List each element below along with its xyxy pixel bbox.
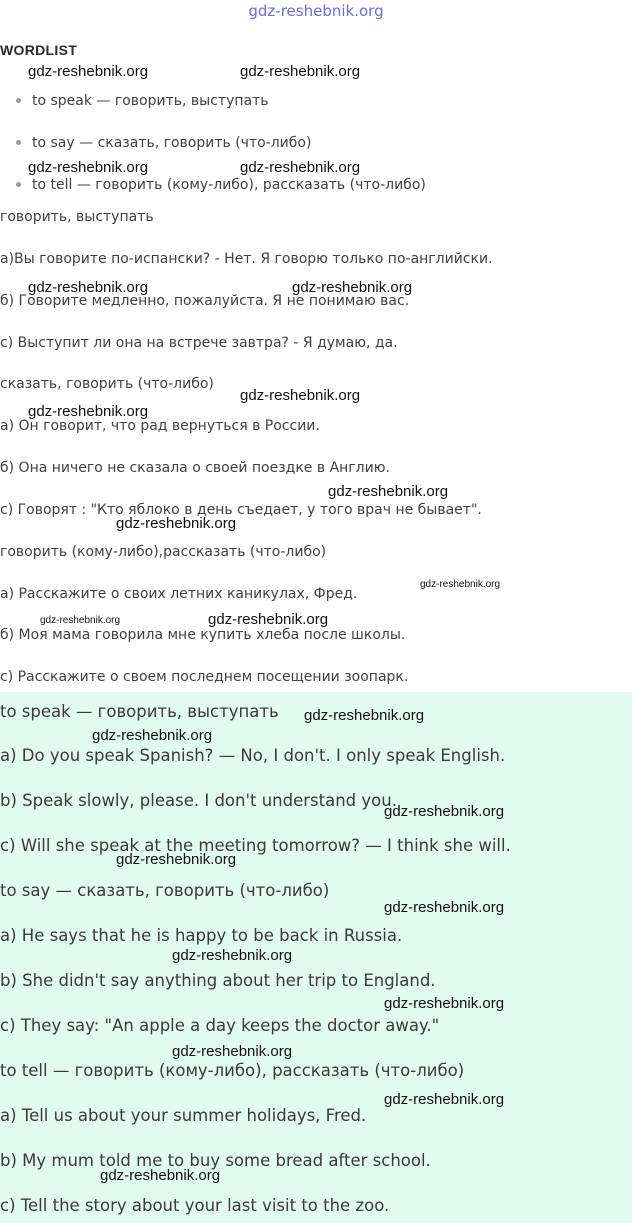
wordlist-item-text: to say — сказать, говорить (что-либо) (32, 135, 312, 151)
watermark: gdz-reshebnik.org (28, 159, 149, 176)
watermark: gdz-reshebnik.org (40, 615, 121, 626)
watermark: gdz-reshebnik.org (384, 1091, 505, 1108)
en-sentence: c) Will she speak at the meeting tomorrow? — I think she will. (0, 836, 511, 855)
watermark: gdz-reshebnik.org (292, 279, 413, 296)
watermark: gdz-reshebnik.org (28, 403, 149, 420)
en-sentence: b) She didn't say anything about her trip to England. (0, 971, 436, 990)
en-sentence: a) Do you speak Spanish? — No, I don't. I only speak English. (0, 746, 506, 765)
watermark: gdz-reshebnik.org (240, 387, 361, 404)
ru-heading-tell: говорить (кому-либо),рассказать (что-либо) (0, 544, 327, 560)
ru-sentence: б) Говорите медленно, пожалуйста. Я не понимаю вас. (0, 293, 410, 309)
watermark: gdz-reshebnik.org (384, 899, 505, 916)
wordlist-item-tell (16, 177, 426, 193)
watermark: gdz-reshebnik.org (328, 483, 449, 500)
ru-sentence: a)Вы говорите по-испански? - Нет. Я говорю только по-английски. (0, 251, 493, 267)
en-sentence: c) Tell the story about your last visit to the zoo. (0, 1196, 390, 1215)
ru-sentence: c) Выступит ли она на встрече завтра? - Я думаю, да. (0, 335, 398, 351)
watermark: gdz-reshebnik.org (100, 1167, 221, 1184)
en-heading-tell: to tell — говорить (кому-либо), рассказать (что-либо) (0, 1061, 465, 1080)
wordlist-item-text: to tell — говорить (кому-либо), рассказать (что-либо) (32, 177, 426, 193)
wordlist-item-say (16, 135, 311, 151)
en-sentence: c) They say: "An apple a day keeps the doctor away." (0, 1016, 440, 1035)
ru-sentence: с) Расскажите о своем последнем посещении зоопарк. (0, 669, 409, 685)
watermark: gdz-reshebnik.org (116, 515, 237, 532)
ru-sentence: с) Говорят : "Кто яблоко в день съедает, у того врач не бывает". (0, 502, 482, 518)
watermark: gdz-reshebnik.org (384, 995, 505, 1012)
watermark: gdz-reshebnik.org (28, 63, 149, 80)
en-sentence: a) He says that he is happy to be back in Russia. (0, 926, 403, 945)
bullet-icon (16, 98, 21, 103)
wordlist-item-speak (16, 93, 269, 109)
answer-panel (0, 692, 632, 1223)
watermark: gdz-reshebnik.org (240, 63, 361, 80)
bullet-icon (16, 140, 21, 145)
ru-sentence: а) Он говорит, что рад вернуться в России. (0, 418, 320, 434)
watermark: gdz-reshebnik.org (172, 1043, 293, 1060)
watermark: gdz-reshebnik.org (28, 279, 149, 296)
en-sentence: b) My mum told me to buy some bread after school. (0, 1151, 431, 1170)
en-sentence: a) Tell us about your summer holidays, Fred. (0, 1106, 367, 1125)
watermark: gdz-reshebnik.org (304, 707, 425, 724)
ru-heading-say: сказать, говорить (что-либо) (0, 376, 214, 392)
bullet-icon (16, 182, 21, 187)
en-heading-say: to say — сказать, говорить (что-либо) (0, 881, 330, 900)
ru-heading-speak: говорить, выступать (0, 209, 154, 225)
ru-sentence: а) Расскажите о своих летних каникулах, Фред. (0, 586, 358, 602)
ru-sentence: б) Она ничего не сказала о своей поездке в Англию. (0, 460, 390, 476)
watermark: gdz-reshebnik.org (384, 803, 505, 820)
site-title[interactable]: gdz-reshebnik.org (248, 2, 384, 20)
watermark: gdz-reshebnik.org (92, 727, 213, 744)
watermark: gdz-reshebnik.org (240, 159, 361, 176)
watermark: gdz-reshebnik.org (208, 611, 329, 628)
wordlist-item-text: to speak — говорить, выступать (32, 93, 269, 109)
watermark: gdz-reshebnik.org (116, 851, 237, 868)
en-sentence: b) Speak slowly, please. I don't understand you. (0, 791, 397, 810)
wordlist-heading: WORDLIST (0, 42, 78, 58)
watermark: gdz-reshebnik.org (420, 579, 501, 590)
ru-sentence: б) Моя мама говорила мне купить хлеба после школы. (0, 627, 406, 643)
en-heading-speak: to speak — говорить, выступать (0, 702, 279, 721)
watermark: gdz-reshebnik.org (172, 947, 293, 964)
